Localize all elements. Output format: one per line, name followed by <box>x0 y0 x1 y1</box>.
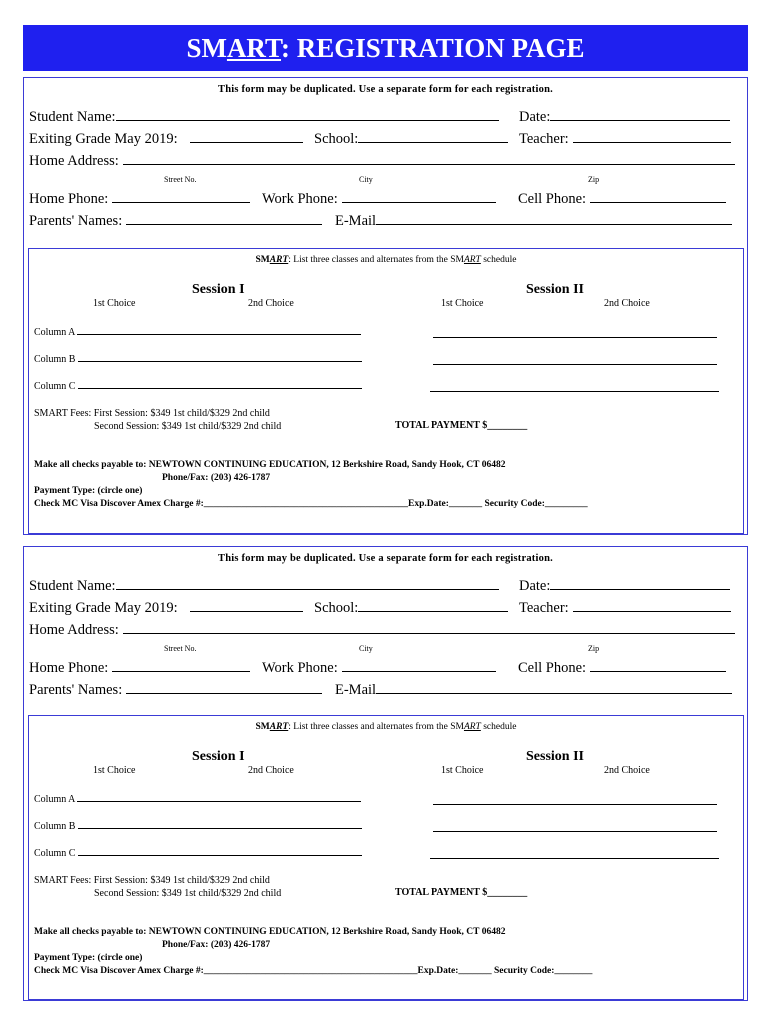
session-2-second-choice: 2nd Choice <box>604 298 650 309</box>
school-row <box>314 130 508 148</box>
parents-row <box>29 212 322 230</box>
column-b-session1-field[interactable] <box>78 819 362 829</box>
home-phone-row <box>29 190 250 208</box>
email-field[interactable] <box>376 681 732 694</box>
school-label: School: <box>314 131 359 147</box>
parents-row <box>29 681 322 699</box>
payment-type-line: Payment Type: (circle one) <box>34 486 143 496</box>
cell-phone-field[interactable] <box>590 190 726 203</box>
school-field[interactable] <box>358 130 508 143</box>
email-label: E-Mail <box>335 213 377 229</box>
city-label: City <box>359 644 373 653</box>
column-c-session1-field[interactable] <box>78 379 362 389</box>
school-row <box>314 599 508 617</box>
email-row <box>335 681 732 699</box>
home-phone-field[interactable] <box>112 190 250 203</box>
duplicate-note: This form may be duplicated. Use a separate form for each registration. <box>218 84 553 95</box>
date-field[interactable] <box>550 108 730 121</box>
cell-phone-field[interactable] <box>590 659 726 672</box>
column-a-session1-field[interactable] <box>77 325 361 335</box>
home-phone-field[interactable] <box>112 659 250 672</box>
session-2-heading: Session II <box>526 749 584 764</box>
session-1-second-choice: 2nd Choice <box>248 298 294 309</box>
work-phone-row <box>262 659 496 677</box>
phone-fax-line: Phone/Fax: (203) 426-1787 <box>162 940 271 950</box>
class-selection-box <box>28 715 744 1000</box>
session-1-second-choice: 2nd Choice <box>248 765 294 776</box>
cell-phone-row <box>518 190 726 208</box>
fees-line-1: SMART Fees: First Session: $349 1st child/$329 2nd child <box>34 875 270 886</box>
grade-row <box>29 599 303 617</box>
column-c-label: Column C <box>34 381 76 392</box>
registration-form-2 <box>23 546 748 1001</box>
session-2-second-choice: 2nd Choice <box>604 765 650 776</box>
work-phone-field[interactable] <box>342 190 496 203</box>
address-row <box>29 621 735 639</box>
checks-payable-line: Make all checks payable to: NEWTOWN CONTINUING EDUCATION, 12 Berkshire Road, Sandy Hook, CT 06482 <box>34 460 506 470</box>
total-payment[interactable]: TOTAL PAYMENT $________ <box>395 420 528 431</box>
column-c-session1-field[interactable] <box>78 846 362 856</box>
home-phone-row <box>29 659 250 677</box>
teacher-row <box>519 599 731 617</box>
parents-field[interactable] <box>126 212 322 225</box>
column-a-row <box>34 792 361 805</box>
title-suffix: : REGISTRATION PAGE <box>281 33 585 63</box>
address-field[interactable] <box>123 621 735 634</box>
student-name-field[interactable] <box>116 108 499 121</box>
title-underlined: ART <box>226 33 281 63</box>
parents-field[interactable] <box>126 681 322 694</box>
grade-label: Exiting Grade May 2019: <box>29 131 178 147</box>
smart-instructions: SMART: List three classes and alternates from the SMART schedule <box>255 722 517 732</box>
session-1-heading: Session I <box>192 282 245 297</box>
fees-line-1: SMART Fees: First Session: $349 1st child/$329 2nd child <box>34 408 270 419</box>
page-title <box>23 25 748 71</box>
school-label: School: <box>314 600 359 616</box>
checks-payable-line: Make all checks payable to: NEWTOWN CONTINUING EDUCATION, 12 Berkshire Road, Sandy Hook, CT 06482 <box>34 927 506 937</box>
cell-phone-label: Cell Phone: <box>518 660 587 676</box>
fees-line-2: Second Session: $349 1st child/$329 2nd child <box>94 421 282 432</box>
title-prefix: SM <box>186 33 227 63</box>
student-name-row <box>29 577 499 595</box>
date-row <box>519 108 730 126</box>
class-selection-box <box>28 248 744 534</box>
student-name-field[interactable] <box>116 577 499 590</box>
column-b-row <box>34 352 362 365</box>
column-b-label: Column B <box>34 821 76 832</box>
work-phone-label: Work Phone: <box>262 660 338 676</box>
column-a-session2-field[interactable] <box>433 803 717 805</box>
column-a-label: Column A <box>34 794 75 805</box>
registration-form-1 <box>23 77 748 535</box>
teacher-row <box>519 130 731 148</box>
address-label: Home Address: <box>29 153 119 169</box>
street-label: Street No. <box>164 175 197 184</box>
session-1-heading: Session I <box>192 749 245 764</box>
city-label: City <box>359 175 373 184</box>
fees-info <box>34 407 281 433</box>
column-a-session1-field[interactable] <box>77 792 361 802</box>
email-label: E-Mail <box>335 682 377 698</box>
column-a-row <box>34 325 361 338</box>
session-1-first-choice: 1st Choice <box>93 765 136 776</box>
date-label: Date: <box>519 109 551 125</box>
fees-info <box>34 874 281 900</box>
address-row <box>29 152 735 170</box>
duplicate-note: This form may be duplicated. Use a separate form for each registration. <box>218 553 553 564</box>
column-b-session2-field[interactable] <box>433 363 717 365</box>
column-b-session1-field[interactable] <box>78 352 362 362</box>
session-1-first-choice: 1st Choice <box>93 298 136 309</box>
student-name-label: Student Name: <box>29 578 116 594</box>
cell-phone-label: Cell Phone: <box>518 191 587 207</box>
grade-label: Exiting Grade May 2019: <box>29 600 178 616</box>
work-phone-field[interactable] <box>342 659 496 672</box>
parents-label: Parents' Names: <box>29 213 123 229</box>
address-field[interactable] <box>123 152 735 165</box>
total-payment[interactable]: TOTAL PAYMENT $________ <box>395 887 528 898</box>
column-c-row <box>34 379 362 392</box>
column-b-label: Column B <box>34 354 76 365</box>
teacher-field[interactable] <box>573 599 731 612</box>
home-phone-label: Home Phone: <box>29 191 109 207</box>
grade-row <box>29 130 303 148</box>
payment-info <box>34 459 588 511</box>
zip-label: Zip <box>588 644 600 653</box>
column-a-session2-field[interactable] <box>433 336 717 338</box>
column-c-row <box>34 846 362 859</box>
payment-method-line[interactable]: Check MC Visa Discover Amex Charge #:___________________________________________Exp.Date:_______ Security Code:_________ <box>34 499 588 509</box>
column-c-session2-field[interactable] <box>430 390 719 392</box>
teacher-label: Teacher: <box>519 600 569 616</box>
column-b-row <box>34 819 362 832</box>
date-row <box>519 577 730 595</box>
email-field[interactable] <box>376 212 732 225</box>
payment-type-line: Payment Type: (circle one) <box>34 953 143 963</box>
phone-fax-line: Phone/Fax: (203) 426-1787 <box>162 473 271 483</box>
session-2-first-choice: 1st Choice <box>441 298 484 309</box>
payment-method-line[interactable]: Check MC Visa Discover Amex Charge #:_____________________________________________Exp.Date:_______ Security Code:________ <box>34 966 593 976</box>
student-name-row <box>29 108 499 126</box>
teacher-label: Teacher: <box>519 131 569 147</box>
work-phone-row <box>262 190 496 208</box>
payment-info <box>34 926 592 978</box>
date-field[interactable] <box>550 577 730 590</box>
session-2-heading: Session II <box>526 282 584 297</box>
session-2-first-choice: 1st Choice <box>441 765 484 776</box>
grade-field[interactable] <box>190 130 303 143</box>
smart-instructions: SMART: List three classes and alternates from the SMART schedule <box>255 255 517 265</box>
grade-field[interactable] <box>190 599 303 612</box>
street-label: Street No. <box>164 644 197 653</box>
cell-phone-row <box>518 659 726 677</box>
parents-label: Parents' Names: <box>29 682 123 698</box>
email-row <box>335 212 732 230</box>
address-label: Home Address: <box>29 622 119 638</box>
column-b-session2-field[interactable] <box>433 830 717 832</box>
date-label: Date: <box>519 578 551 594</box>
home-phone-label: Home Phone: <box>29 660 109 676</box>
work-phone-label: Work Phone: <box>262 191 338 207</box>
student-name-label: Student Name: <box>29 109 116 125</box>
column-c-label: Column C <box>34 848 76 859</box>
zip-label: Zip <box>588 175 600 184</box>
teacher-field[interactable] <box>573 130 731 143</box>
fees-line-2: Second Session: $349 1st child/$329 2nd child <box>94 888 282 899</box>
column-c-session2-field[interactable] <box>430 857 719 859</box>
school-field[interactable] <box>358 599 508 612</box>
column-a-label: Column A <box>34 327 75 338</box>
